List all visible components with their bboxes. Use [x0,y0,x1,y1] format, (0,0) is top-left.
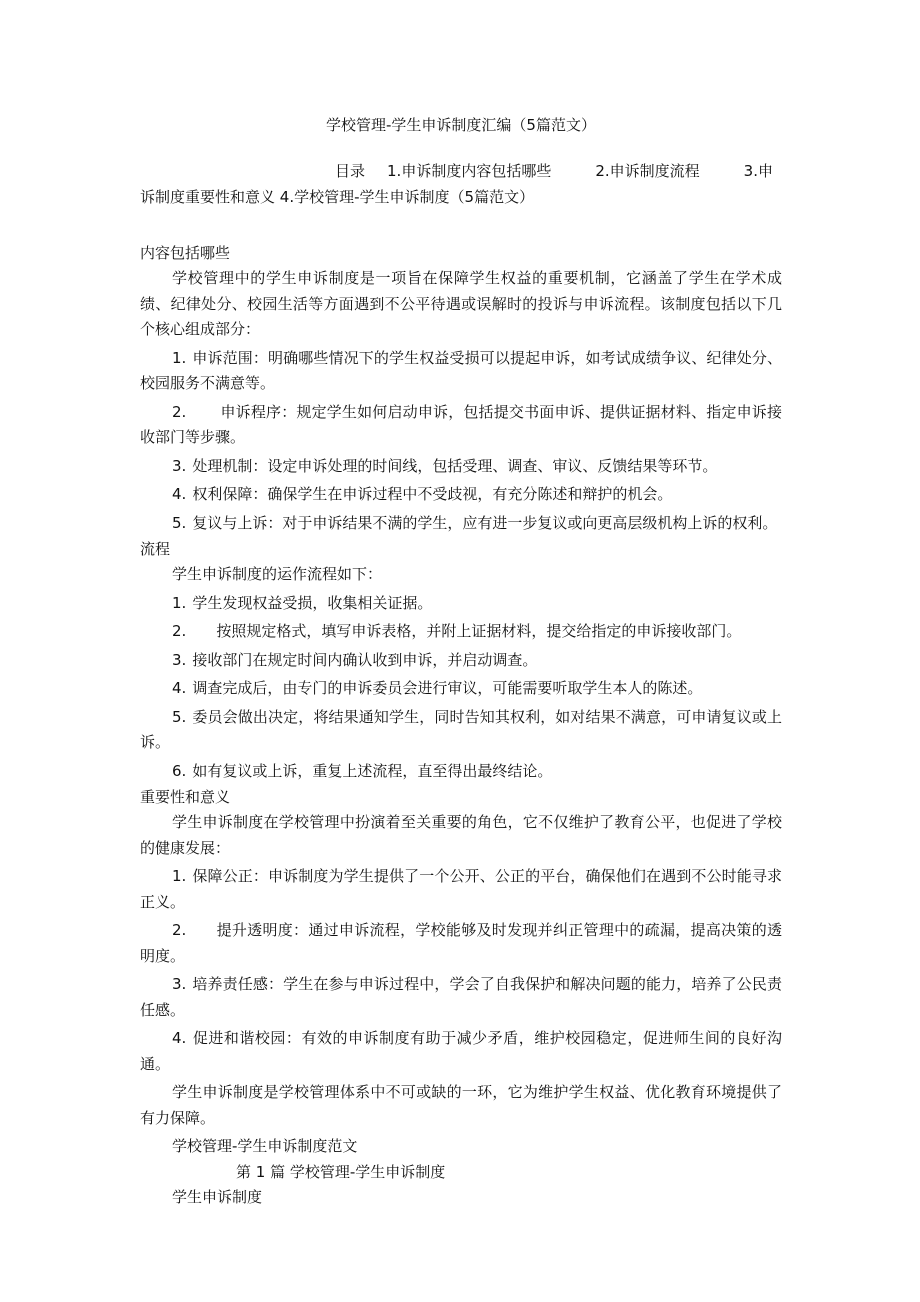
list-item: 3. 处理机制：设定申诉处理的时间线，包括受理、调查、审议、反馈结果等环节。 [172,456,718,475]
list-item: 4. 调查完成后，由专门的申诉委员会进行审议，可能需要听取学生本人的陈述。 [172,679,703,697]
list-item: 4. 促进和谐校园：有效的申诉制度有助于减少矛盾，维护校园稳定，促进师生间的良好沟通。 [140,1029,782,1073]
toc-item-4[interactable]: 4.学校管理-学生申诉制度（5篇范文） [279,188,535,206]
section-intro: 学校管理中的学生申诉制度是一项旨在保障学生权益的重要机制，它涵盖了学生在学术成绩、纪律处分、校园生活等方面遇到不公平待遇或误解时的投诉与申诉流程。该制度包括以下几个核心组成部分： [140,269,782,338]
list-item: 2. 申诉程序：规定学生如何启动申诉，包括提交书面申诉、提供证据材料、指定申诉接收部门等步骤。 [140,402,782,446]
table-of-contents [140,158,782,210]
section-intro: 学生申诉制度在学校管理中扮演着至关重要的角色，它不仅维护了教育公平，也促进了学校的健康发展： [140,813,782,857]
list-item: 3. 接收部门在规定时间内确认收到申诉，并启动调查。 [172,650,538,669]
document-title: 学校管理-学生申诉制度汇编（5篇范文） [326,116,596,134]
list-item: 1. 保障公正：申诉制度为学生提供了一个公开、公正的平台，确保他们在遇到不公时能寻求正义。 [140,867,782,911]
section-heading-samples: 学校管理-学生申诉制度范文 [172,1137,358,1155]
list-item: 4. 权利保障：确保学生在申诉过程中不受歧视，有充分陈述和辩护的机会。 [172,485,673,503]
section-heading-process: 流程 [140,540,171,558]
list-item: 6. 如有复议或上诉，重复上述流程，直至得出最终结论。 [172,761,553,780]
toc-item-2[interactable]: 2.申诉制度流程 [595,162,700,180]
toc-item-3[interactable]: 3.申诉制度重要性和意义 [140,162,773,206]
list-item: 1. 学生发现权益受损，收集相关证据。 [172,593,433,612]
toc-item-1[interactable]: 1.申诉制度内容包括哪些 [387,162,552,180]
section-conclusion: 学生申诉制度是学校管理体系中不可或缺的一环，它为维护学生权益、优化教育环境提供了有力保障。 [140,1083,782,1127]
list-item: 2. 按照规定格式，填写申诉表格，并附上证据材料，提交给指定的申诉接收部门。 [172,622,742,640]
toc-label: 目录 [335,162,366,180]
chapter-subheading: 学生申诉制度 [172,1188,263,1206]
chapter-title: 第 1 篇 学校管理-学生申诉制度 [236,1162,446,1181]
list-item: 3. 培养责任感：学生在参与申诉过程中，学会了自我保护和解决问题的能力，培养了公民责任感。 [140,975,782,1019]
section-heading-importance: 重要性和意义 [140,788,231,806]
section-intro: 学生申诉制度的运作流程如下： [172,565,383,583]
list-item: 2. 提升透明度：通过申诉流程，学校能够及时发现并纠正管理中的疏漏，提高决策的透明度。 [140,921,782,965]
list-item: 5. 复议与上诉：对于申诉结果不满的学生，应有进一步复议或向更高层级机构上诉的权利。 [172,513,778,532]
document-page [140,112,782,1211]
list-item: 5. 委员会做出决定，将结果通知学生，同时告知其权利，如对结果不满意，可申请复议或上诉。 [140,707,782,751]
section-heading-contents: 内容包括哪些 [140,244,231,262]
list-item: 1. 申诉范围：明确哪些情况下的学生权益受损可以提起申诉，如考试成绩争议、纪律处分、校园服务不满意等。 [140,348,782,392]
